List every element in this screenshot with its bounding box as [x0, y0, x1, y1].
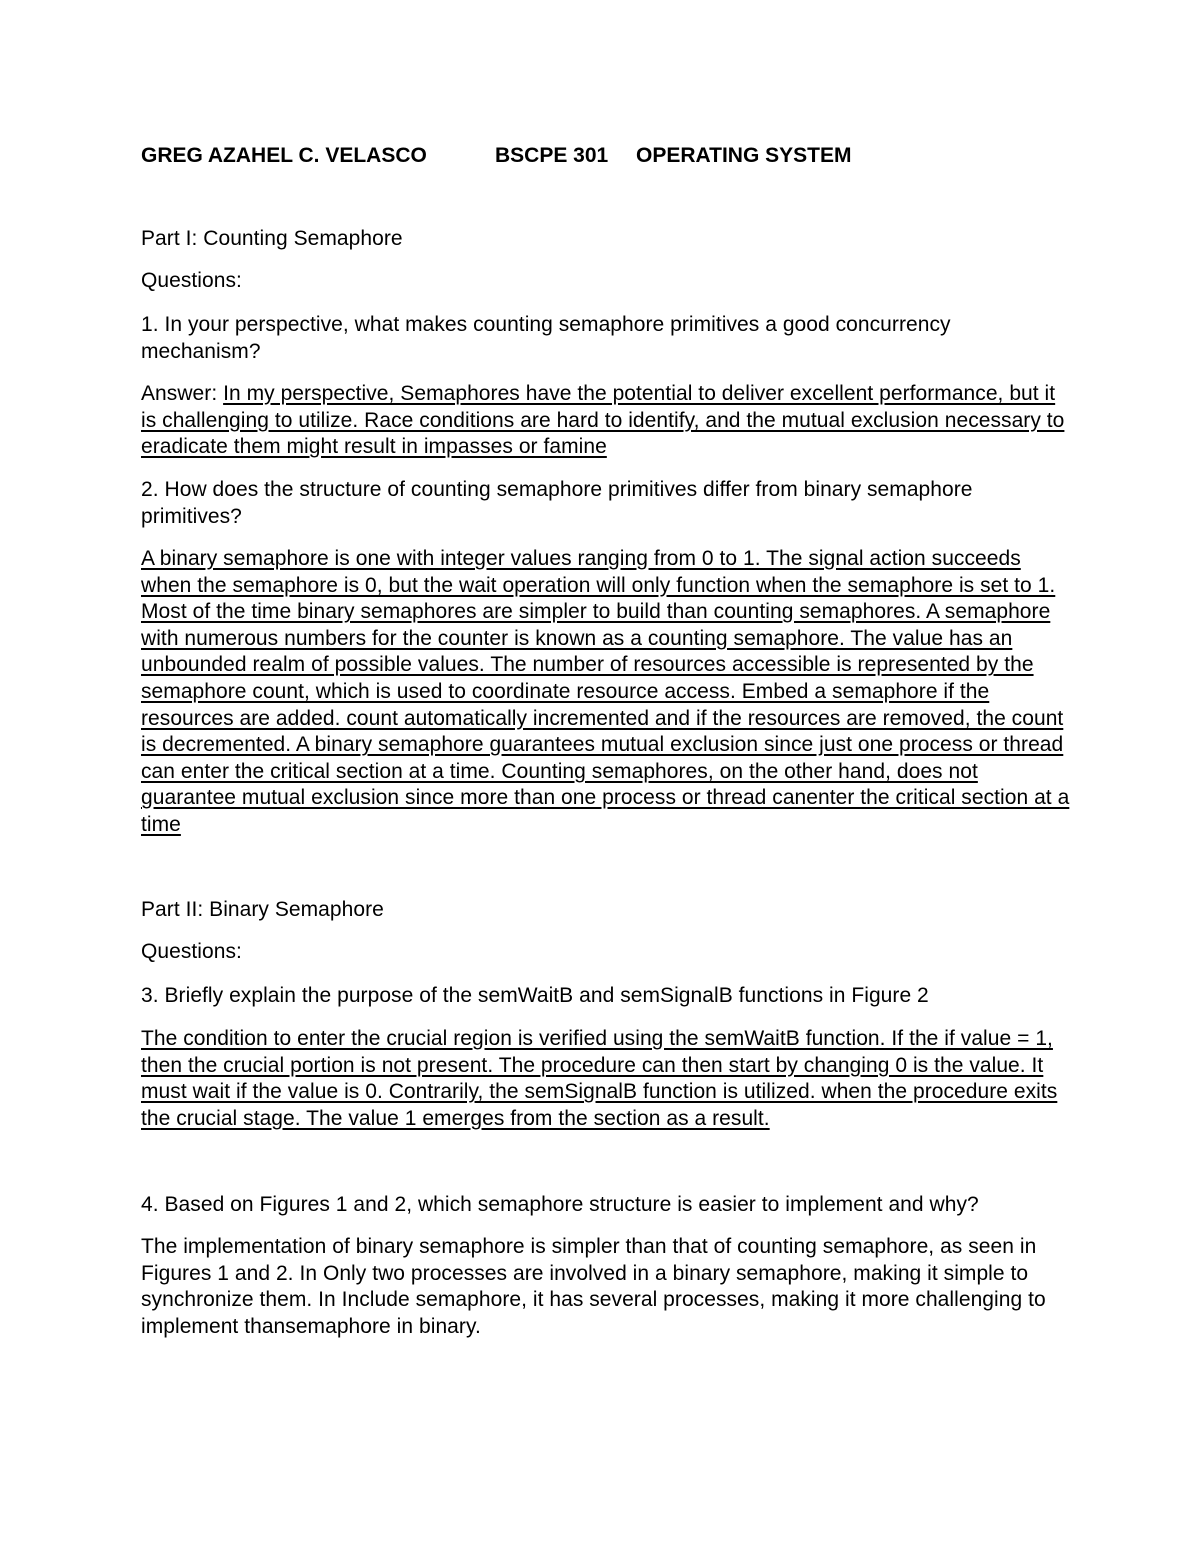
course-code: BSCPE 301 — [495, 144, 609, 167]
part1-heading: Part I: Counting Semaphore — [141, 227, 403, 250]
question-2: 2. How does the structure of counting semaphore primitives differ from binary semaphore primitives? — [141, 478, 973, 528]
part2-heading: Part II: Binary Semaphore — [141, 898, 384, 921]
part2-questions-label: Questions: — [141, 940, 242, 963]
answer-1-text: In my perspective, Semaphores have the potential to deliver excellent performance, but it is challenging to utilize. Race conditions are hard to identify, and the mutual exclusion necessary to eradicate them might result in impasses or famine — [141, 382, 1065, 459]
student-name: GREG AZAHEL C. VELASCO — [141, 144, 427, 167]
answer-1 — [141, 381, 1076, 461]
question-4: 4. Based on Figures 1 and 2, which semaphore structure is easier to implement and why? — [141, 1193, 979, 1216]
answer-2: A binary semaphore is one with integer values ranging from 0 to 1. The signal action succeeds when the semaphore is 0, but the wait operation will only function when the semaphore is set to 1. Most of the time binary semaphores are simpler to build than counting semaphores. A semaphore with numerous numbers for the counter is known as a counting semaphore. The value has an unbounded realm of possible values. The number of resources accessible is represented by the semaphore count, which is used to coordinate resource access. Embed a semaphore if the resources are added. count automatically incremented and if the resources are removed, the count is decremented. A binary semaphore guarantees mutual exclusion since just one process or thread can enter the critical section at a time. Counting semaphores, on the other hand, does not guarantee mutual exclusion since more than one process or thread canenter the critical section at a time — [141, 547, 1070, 836]
question-3: 3. Briefly explain the purpose of the semWaitB and semSignalB functions in Figure 2 — [141, 984, 929, 1007]
question-1: 1. In your perspective, what makes counting semaphore primitives a good concurrency mechanism? — [141, 313, 951, 363]
answer-3: The condition to enter the crucial region is verified using the semWaitB function. If the if value = 1, then the crucial portion is not present. The procedure can then start by changing 0 is the value. It must wait if the value is 0. Contrarily, the semSignalB function is utilized. when the procedure exits the crucial stage. The value 1 emerges from the section as a result. — [141, 1027, 1058, 1130]
answer-4: The implementation of binary semaphore is simpler than that of counting semaphore, as seen in Figures 1 and 2. In Only two processes are involved in a binary semaphore, making it simple to synchronize them. In Include semaphore, it has several processes, making it more challenging to implement thansemaphore in binary. — [141, 1235, 1046, 1338]
subject-title: OPERATING SYSTEM — [636, 144, 852, 167]
part1-questions-label: Questions: — [141, 269, 242, 292]
answer-1-prefix: Answer: — [141, 382, 224, 405]
